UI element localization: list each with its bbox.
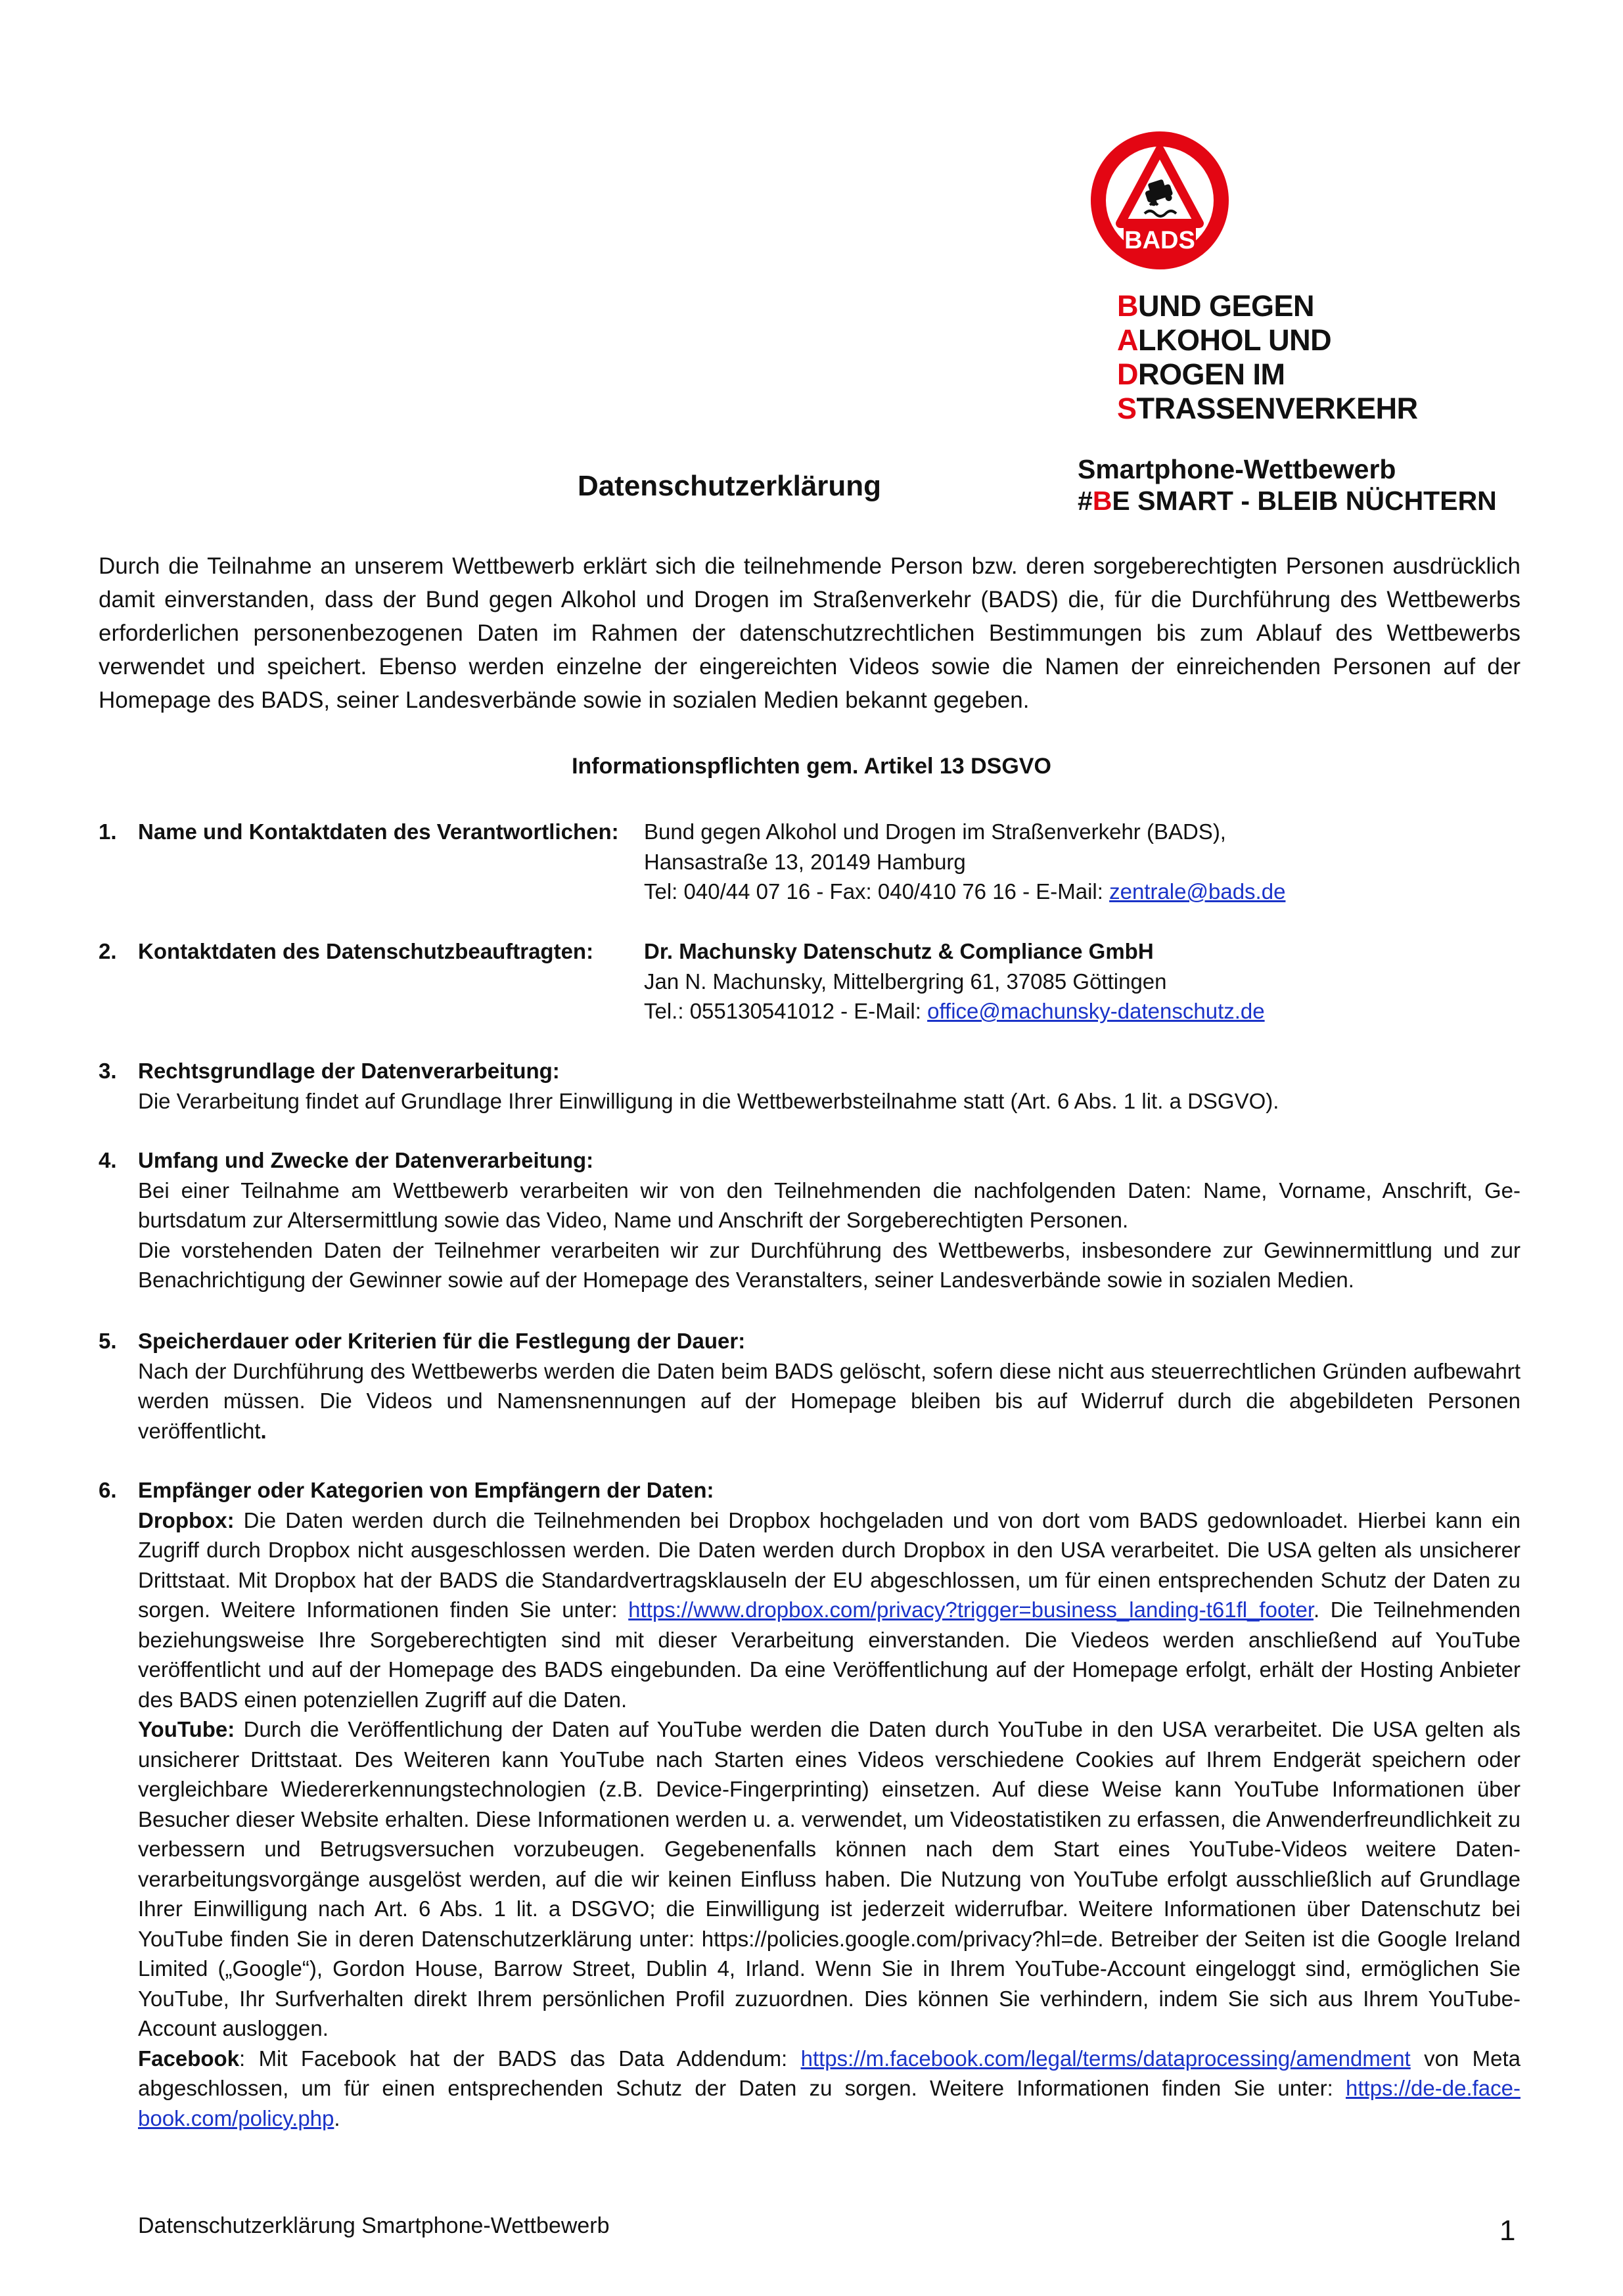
page-title: Datenschutzerklärung (577, 470, 882, 502)
org-line-3: DROGEN IM (1117, 357, 1285, 391)
org-line-1: BUND GEGEN (1117, 289, 1315, 323)
email-link-zentrale[interactable]: zentrale@bads.de (1109, 879, 1286, 904)
section-6-heading: Empfänger oder Kategorien von Empfängern der Daten: (138, 1478, 714, 1502)
section-6-dropbox: Dropbox: Die Daten werden durch die Teilnehmenden bei Dropbox hochgeladen und von dort vom BADS gedownloadet. Hierbei kann ein Zugriff durch Dropbox nicht ausgeschlossen werden. Die Daten werden durch Dropbox in den USA verarbeitet. Die USA gelten als unsicherer Drittstaat. Mit Dropbox hat der BADS die Standardvertragsklauseln der EU abgeschlossen, um für einen entsprechenden Schutz der Daten zu sorgen. Weitere Informationen finden Sie unter: https://www.dropbox.com/privacy?trigger=business_landing-t61fl_footer. Die Teilnehmenden beziehungsweise Ihre Sorgeberechtigten sind mit dieser Verarbeitung einverstanden. Die Viedeos werden anschließend auf YouTube veröffentlicht und auf der Homepage des BADS eingebunden. Da eine Veröffentlichung auf der Homepage erfolgt, erhält der Hosting Anbieter des BADS einen potenziellen Zugriff auf die Daten. (138, 1507, 1520, 1712)
section-2 (0, 936, 1623, 1028)
section-3-body (138, 1056, 1520, 1116)
svg-text:BADS: BADS (1124, 227, 1195, 254)
section-1-label: Name und Kontaktdaten des Verantwortlichen: (138, 819, 619, 844)
competition-line-1: Smartphone-Wettbewerb (1078, 454, 1396, 484)
email-link-dpo[interactable]: office@machunsky-datenschutz.de (927, 999, 1265, 1023)
dropbox-label: Dropbox: (138, 1507, 235, 1532)
section-4-paragraph-2: Die vorstehenden Daten der Teilnehmer verarbeiten wir zur Durchführung des Wettbewerbs, insbesondere zur Gewinnermittlung und zur Benachrichtigung der Gewinner sowie auf der Homepage des Veranstalters, seiner Landesverbände sowie in sozialen Medien. (138, 1237, 1520, 1292)
section-1-number: 1. (99, 819, 117, 844)
org-line-4: STRASSENVERKEHR (1117, 392, 1418, 425)
section-2-label: Kontaktdaten des Datenschutzbeauftragten: (138, 939, 594, 963)
intro-paragraph: Durch die Teilnahme an unserem Wettbewerb erklärt sich die teilnehmende Person bzw. deren sorgeberechtigten Personen ausdrücklich damit einverstanden, dass der Bund gegen Alkohol und Drogen im Straßenverkehr (BADS) die, für die Durchführung des Wettbewerbs erforderlichen personenbezogenen Daten im Rahmen der datenschutzrechtlichen Bestimmungen bis zum Ablauf des Wettbewerbs verwendet und speichert. Ebenso werden einzelne der eingereichten Videos sowie die Namen der einreichenden Personen auf der Homepage des BADS, seiner Landesverbände sowie in sozialen Medien bekannt gegeben. (99, 553, 1520, 713)
section-3-number: 3. (99, 1059, 117, 1083)
org-line-2: ALKOHOL UND (1117, 323, 1332, 357)
section-4-number: 4. (99, 1148, 117, 1172)
bads-logo (1084, 125, 1235, 276)
section-5-number: 5. (99, 1329, 117, 1353)
section-5-body (138, 1326, 1520, 1446)
section-6-number: 6. (99, 1478, 117, 1502)
section-3-heading: Rechtsgrundlage der Datenverarbeitung: (138, 1059, 560, 1083)
section-1 (0, 817, 1623, 909)
dropbox-privacy-link[interactable]: https://www.dropbox.com/privacy?trigger=business_landing-t61fl_footer (628, 1597, 1314, 1622)
section-1-details (644, 817, 1498, 907)
section-4-body (138, 1145, 1520, 1295)
section-subtitle: Informationspflichten gem. Artikel 13 DSGVO (572, 754, 1051, 779)
youtube-label: YouTube: (138, 1717, 235, 1741)
section-5-text: Nach der Durchführung des Wettbewerbs werden die Daten beim BADS gelöscht, sofern diese nicht aus steuerrechtlichen Gründen aufbewahrt werden müssen. Die Videos und Namensnennungen auf der Homepage bleiben bis auf Widerruf durch die abgebildeten Personen veröffentlicht. (138, 1358, 1520, 1443)
section-2-details (644, 936, 1498, 1026)
section-6-facebook: Facebook: Mit Facebook hat der BADS das Data Addendum: https://m.facebook.com/legal/terms/dataprocessing/amendment von Meta abgeschlossen, um für einen entsprechenden Schutz der Daten zu sorgen. Weitere Informationen finden Sie unter: https://de-de.facebook.com/policy.php. (138, 2046, 1520, 2130)
facebook-policy-link[interactable]: https://de-de.facebook.com/policy.php (138, 2076, 1520, 2130)
section-2-number: 2. (99, 939, 117, 963)
footer-text: Datenschutzerklärung Smartphone-Wettbewerb (138, 2213, 610, 2238)
section-5-heading: Speicherdauer oder Kriterien für die Festlegung der Dauer: (138, 1329, 746, 1353)
page-number: 1 (1499, 2215, 1516, 2247)
facebook-label: Facebook (138, 2046, 240, 2071)
section-1-line-2: Hansastraße 13, 20149 Hamburg (644, 849, 966, 874)
competition-line-2: #BE SMART - BLEIB NÜCHTERN (1078, 486, 1497, 516)
section-4-paragraph-1: Bei einer Teilnahme am Wettbewerb verarbeiten wir von den Teilnehmenden die nachfolgenden Daten: Name, Vorname, Anschrift, Geburtsdatum zur Altersermittlung sowie das Video, Name und Anschrift der Sorgeberechtigten Personen. (138, 1178, 1520, 1232)
competition-title (1078, 453, 1551, 517)
section-2-line-2: Jan N. Machunsky, Mittelbergring 61, 37085 Göttingen (644, 969, 1167, 994)
section-3-text: Die Verarbeitung findet auf Grundlage Ihrer Einwilligung in die Wettbewerbsteilnahme statt (Art. 6 Abs. 1 lit. a DSGVO). (138, 1088, 1279, 1113)
facebook-addendum-link[interactable]: https://m.facebook.com/legal/terms/dataprocessing/amendment (800, 2046, 1411, 2071)
section-2-line-3: Tel.: 055130541012 - E-Mail: office@machunsky-datenschutz.de (644, 999, 1265, 1023)
bads-logo-icon (1084, 125, 1235, 276)
section-6-body (138, 1475, 1520, 2133)
section-4-heading: Umfang und Zwecke der Datenverarbeitung: (138, 1148, 594, 1172)
section-2-line-1: Dr. Machunsky Datenschutz & Compliance GmbH (644, 939, 1154, 963)
section-1-line-3: Tel: 040/44 07 16 - Fax: 040/410 76 16 - E-Mail: zentrale@bads.de (644, 879, 1286, 904)
org-name (1117, 289, 1459, 426)
section-6-youtube: YouTube: Durch die Veröffentlichung der Daten auf YouTube werden die Daten durch YouTube in den USA verarbeitet. Die USA gelten als unsicherer Drittstaat. Des Weiteren kann YouTube nach Starten eines Videos verschiedene Cookies auf Ihrem Endgerät speichern oder vergleichbare Wiedererkennungstechnologien (z.B. Device-Fingerprinting) einsetzen. Auf diese Weise kann YouTube Informationen über Besucher dieser Website erhalten. Diese Informationen werden u. a. verwendet, um Videostatistiken zu erfassen, die Anwenderfreundlichkeit zu verbessern und Betrugsversuchen vorzubeugen. Gegebenenfalls können nach dem Start eines YouTube-Videos weitere Datenverarbeitungsvorgänge ausgelöst werden, auf die wir keinen Einfluss haben. Die Nutzung von YouTube erfolgt ausschließlich auf Grundlage Ihrer Einwilligung nach Art. 6 Abs. 1 lit. a DSGVO; die Einwilligung ist jederzeit widerrufbar. Weitere Informationen über Datenschutz bei YouTube finden Sie in deren Datenschutzerklärung unter: https://policies.google.com/privacy?hl=de. Betreiber der Seiten ist die Google Ireland Limited („Google“), Gordon House, Barrow Street, Dublin 4, Irland. Wenn Sie in Ihrem YouTube-Account eingeloggt sind, ermöglichen Sie YouTube, Ihr Surfverhalten direkt Ihrem persönlichen Profil zuzuordnen. Dies können Sie verhindern, indem Sie sich aus Ihrem YouTube-Account ausloggen. (138, 1717, 1520, 2040)
section-1-line-1: Bund gegen Alkohol und Drogen im Straßenverkehr (BADS), (644, 819, 1226, 844)
